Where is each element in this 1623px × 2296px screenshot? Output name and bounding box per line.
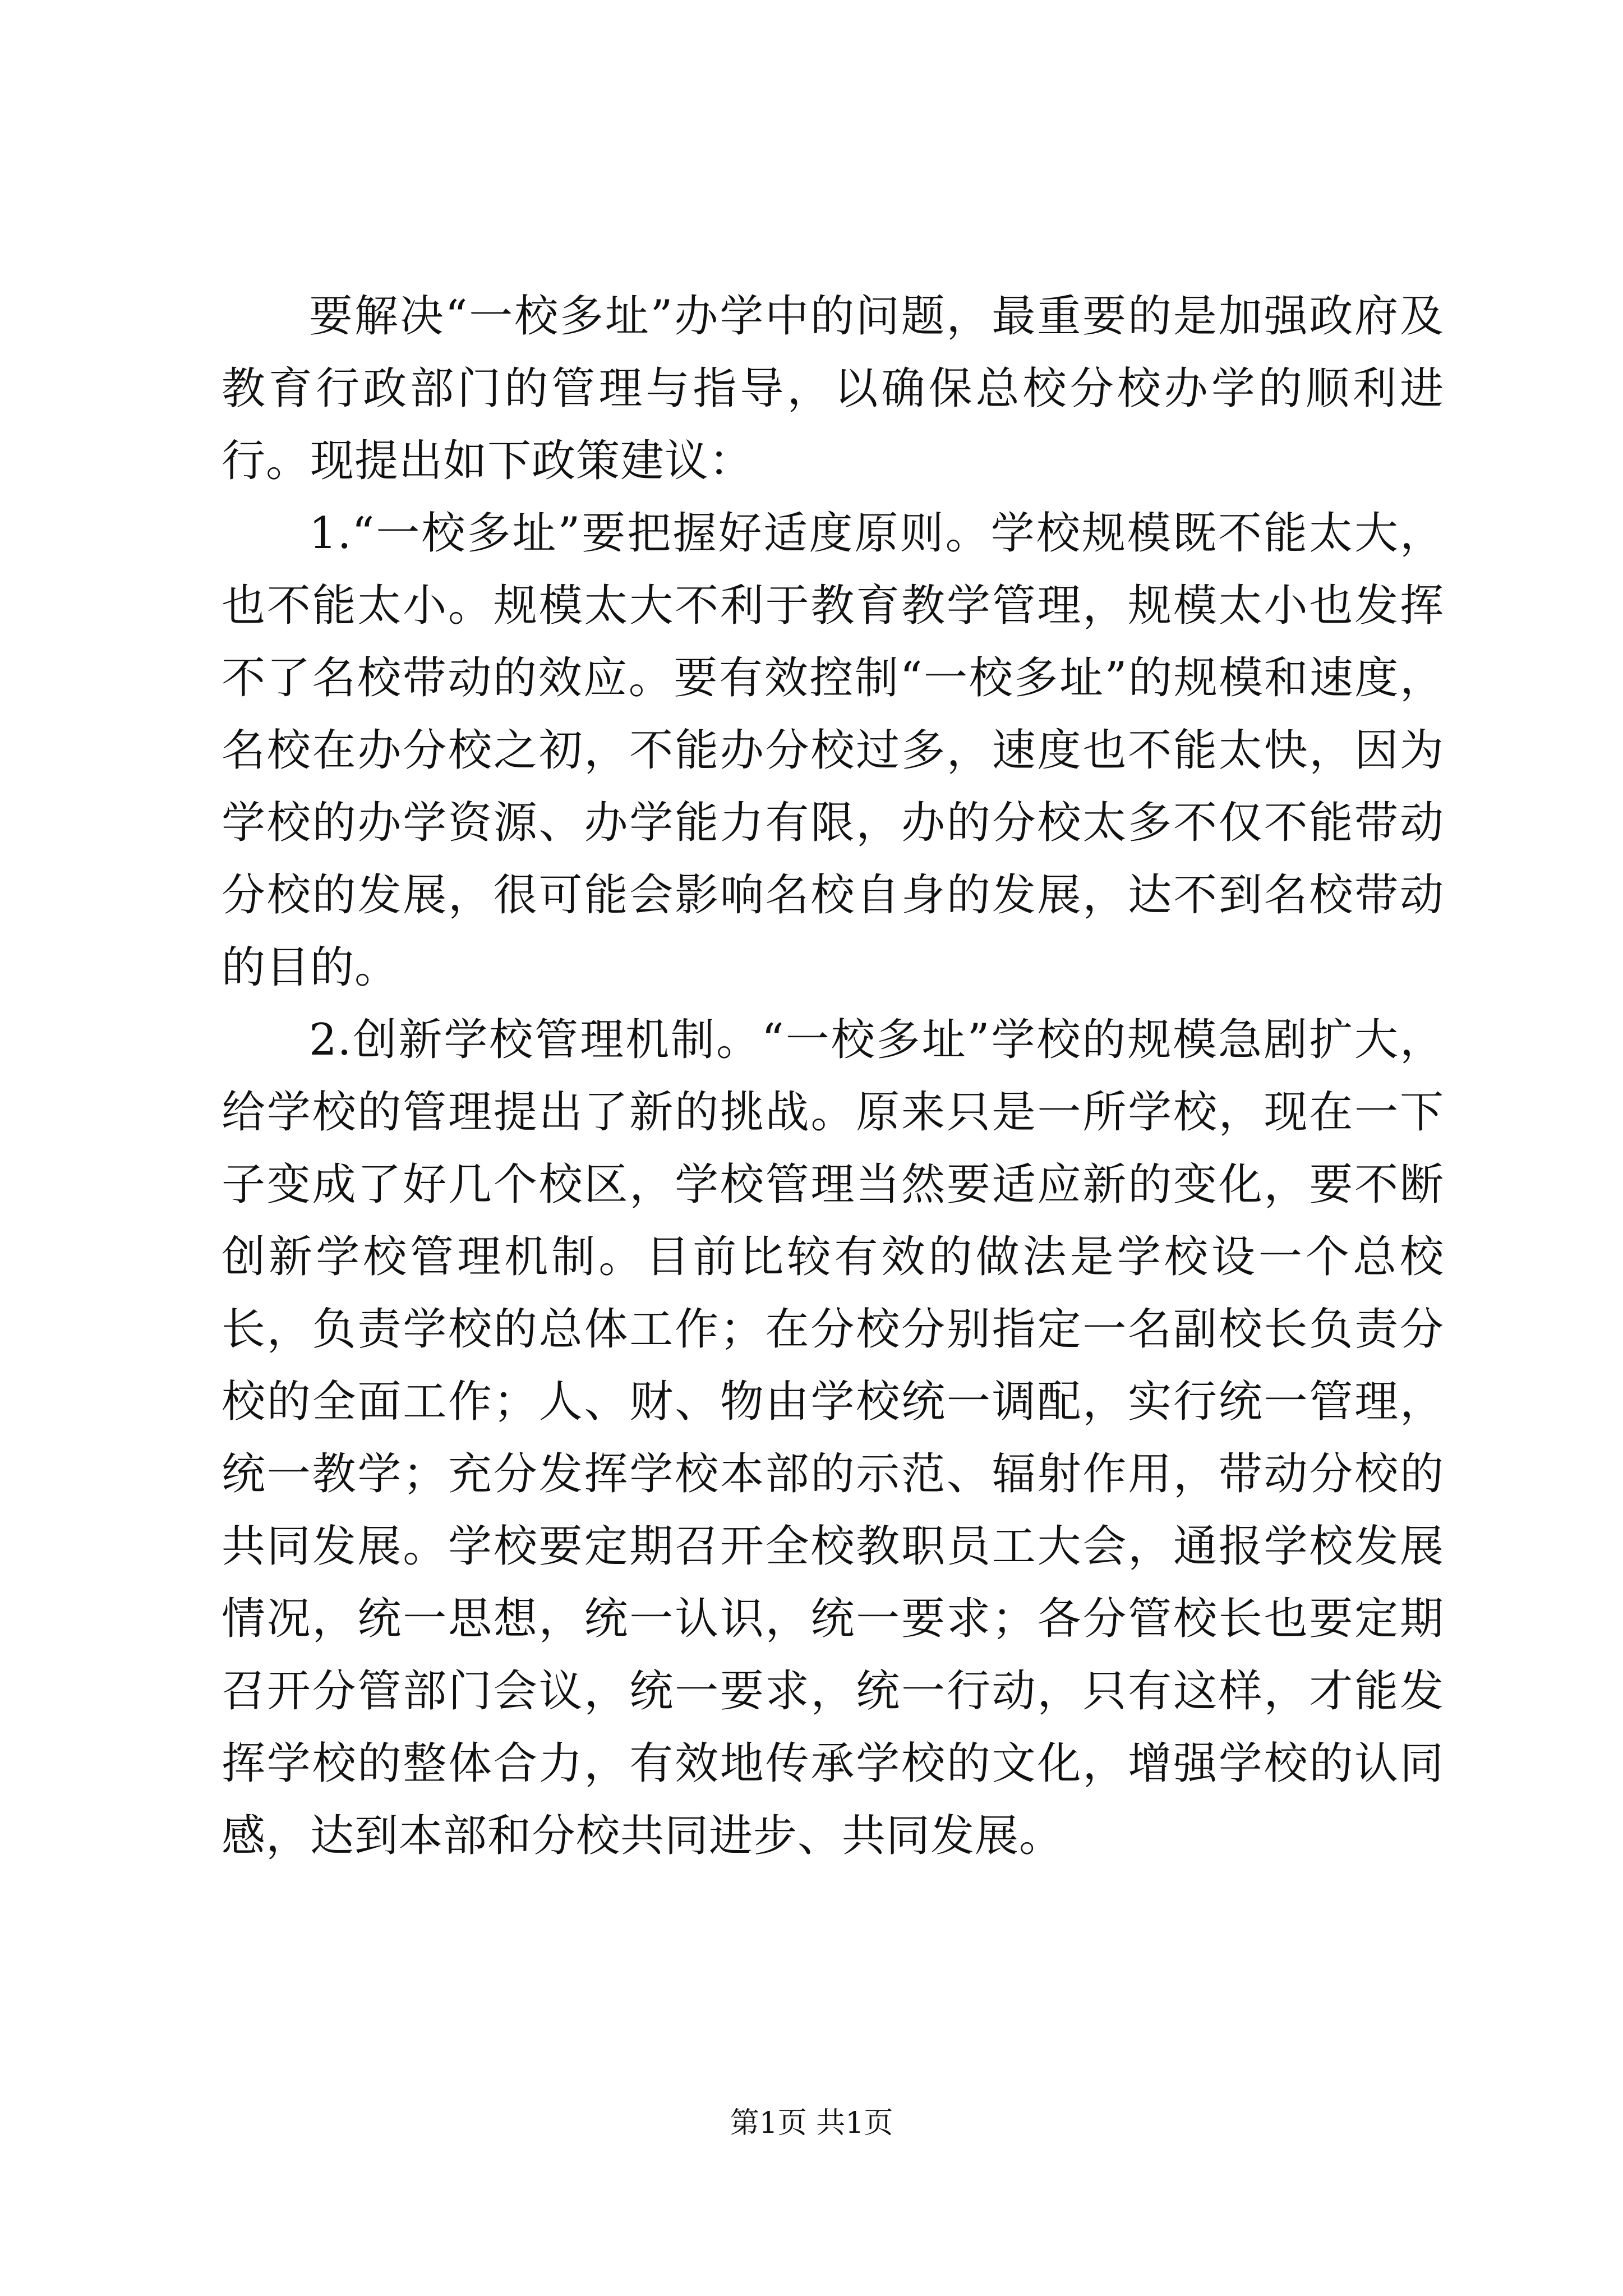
paragraph-item-2: 2.创新学校管理机制。“一校多址”学校的规模急剧扩大，给学校的管理提出了新的挑战。原来只是一所学校，现在一下子变成了好几个校区，学校管理当然要适应新的变化，要不断创新学校管理机制。目前比较有效的做法是学校设一个总校长，负责学校的总体工作；在分校分别指定一名副校长负责分校的全面工作；人、财、物由学校统一调配，实行统一管理，统一教学；充分发挥学校本部的示范、辐射作用，带动分校的共同发展。学校要定期召开全校教职员工大会，通报学校发展情况，统一思想，统一认识，统一要求；各分管校长也要定期召开分管部门会议，统一要求，统一行动，只有这样，才能发挥学校的整体合力，有效地传承学校的文化，增强学校的认同感，达到本部和分校共同进步、共同发展。 xyxy=(222,1015,1444,1861)
paragraph-intro: 要解决“一校多址”办学中的问题，最重要的是加强政府及教育行政部门的管理与指导，以确保总校分校办学的顺利进行。现提出如下政策建议： xyxy=(222,291,1444,486)
paragraph-item-1: 1.“一校多址”要把握好适度原则。学校规模既不能太大，也不能太小。规模太大不利于教育教学管理，规模太小也发挥不了名校带动的效应。要有效控制“一校多址”的规模和速度，名校在办分校之初，不能办分校过多，速度也不能太快，因为学校的办学资源、办学能力有限，办的分校太多不仅不能带动分校的发展，很可能会影响名校自身的发展，达不到名校带动的目的。 xyxy=(222,508,1444,993)
document-body xyxy=(222,280,1444,1872)
page-footer: 第1页 共1页 xyxy=(730,2106,893,2140)
